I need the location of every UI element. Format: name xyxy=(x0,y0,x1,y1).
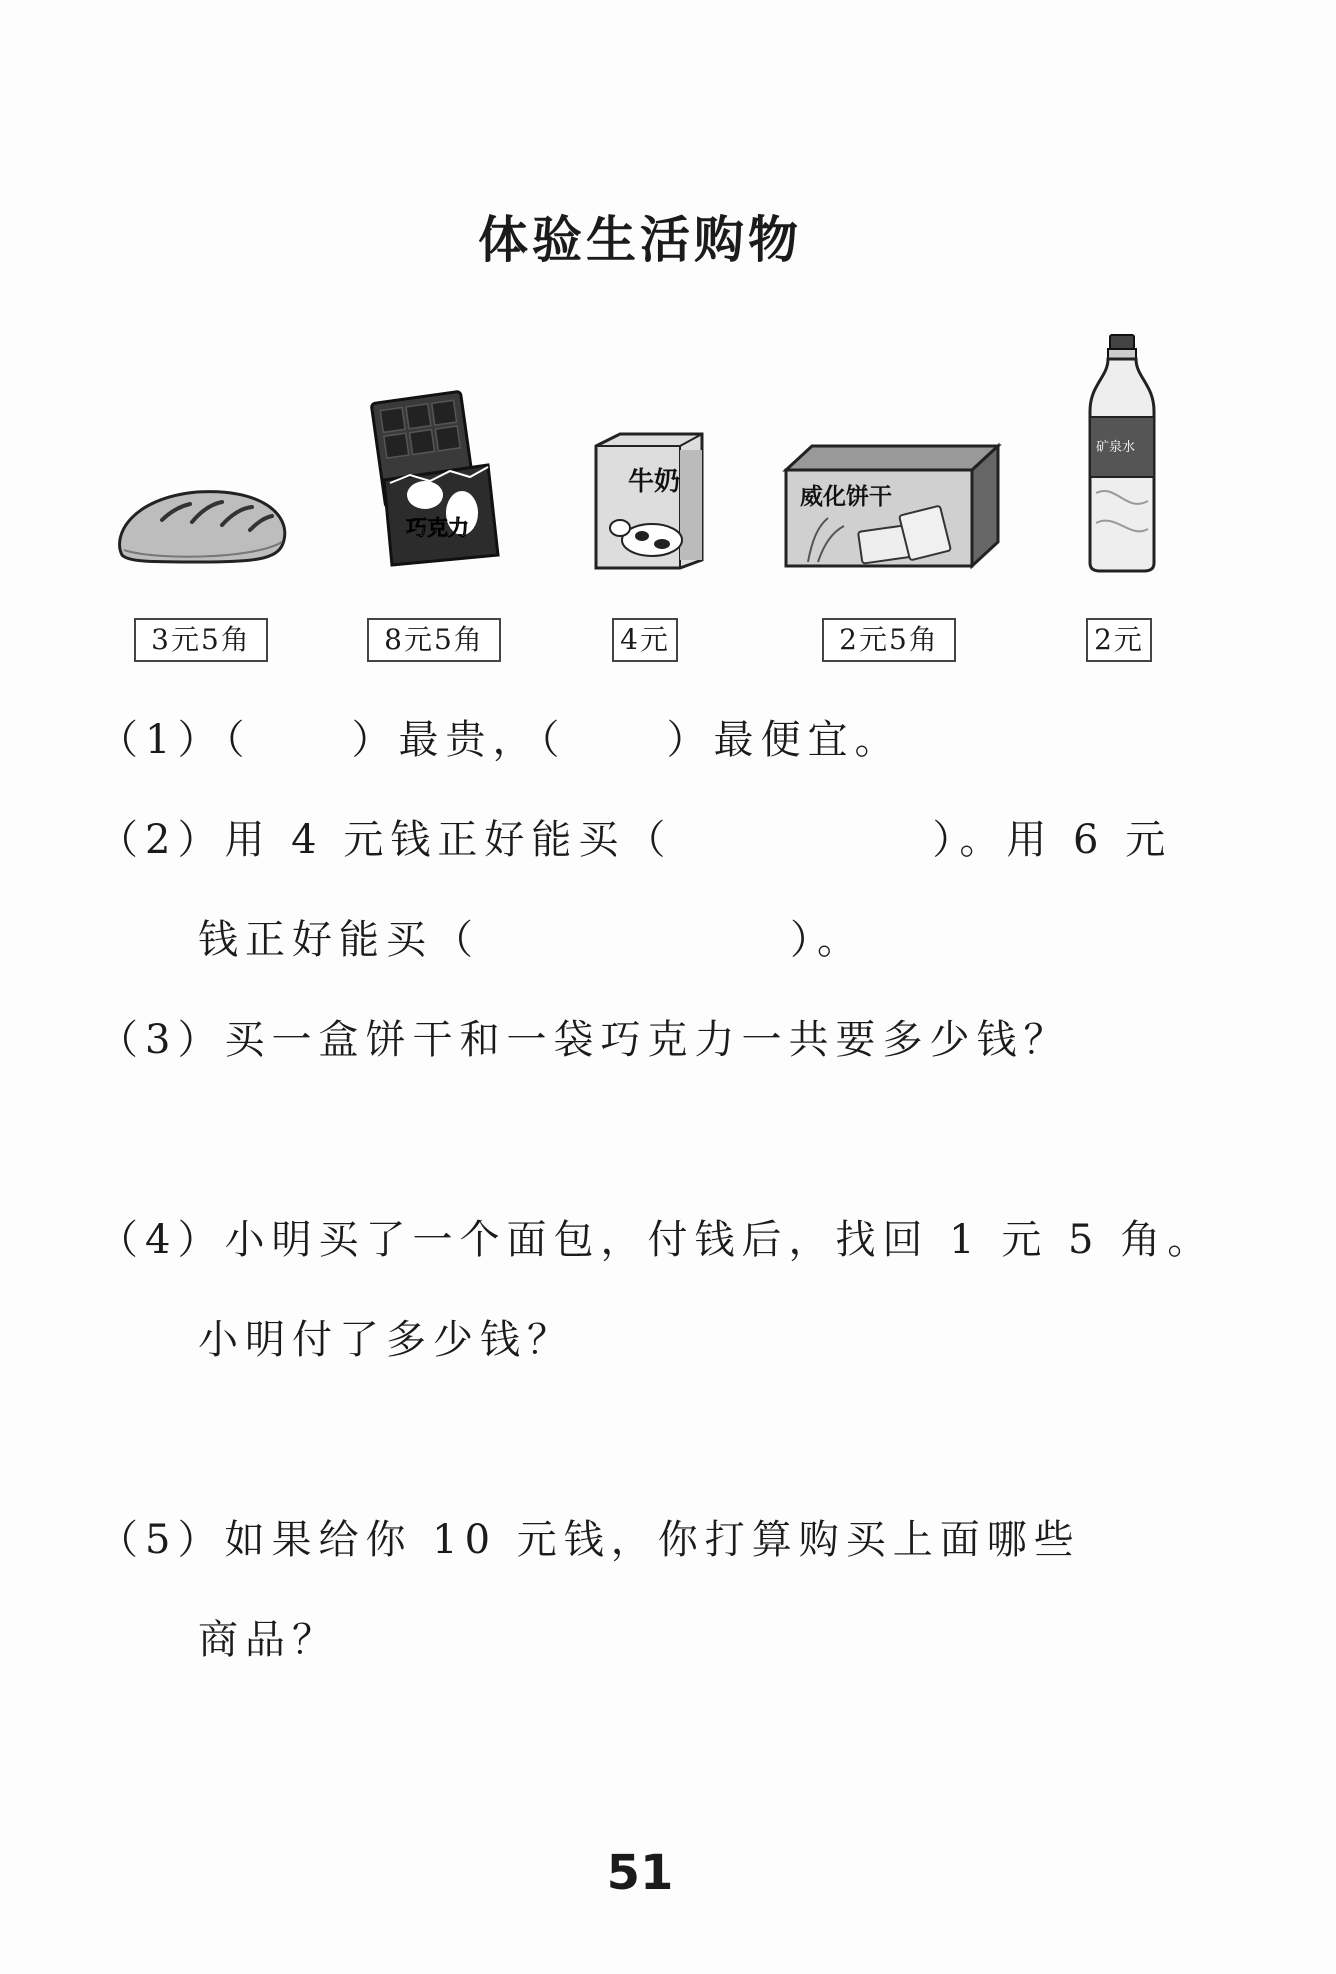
wafer-label: 威化饼干 xyxy=(800,484,892,510)
answer-area-q4[interactable] xyxy=(198,1375,1198,1485)
price-tag-bread: 3元5角 xyxy=(134,618,268,662)
answer-area-q3[interactable] xyxy=(198,1075,1198,1175)
price-tag-chocolate: 8元5角 xyxy=(367,618,501,662)
question-number: （3） xyxy=(98,1017,225,1063)
question-number: （4） xyxy=(98,1217,225,1263)
water-bottle-image xyxy=(1086,333,1158,573)
question-4: （4）小明买了一个面包，付钱后，找回 1 元 5 角。 xyxy=(98,1217,1215,1263)
page-number: 51 xyxy=(606,1845,674,1901)
price-tag-water: 2元 xyxy=(1086,618,1152,662)
price-tag-wafer: 2元5角 xyxy=(822,618,956,662)
wafer-box-image xyxy=(782,440,1002,570)
question-5: （5）如果给你 10 元钱，你打算购买上面哪些 xyxy=(98,1517,1081,1563)
milk-label: 牛奶 xyxy=(628,467,681,497)
question-2: （2）用 4 元钱正好能买（ ）。用 6 元 xyxy=(98,817,1173,863)
bread-image xyxy=(112,480,292,570)
water-label: 矿泉水 xyxy=(1096,440,1136,455)
answer-area-q5[interactable] xyxy=(198,1675,1198,1805)
page-title: 体验生活购物 xyxy=(478,211,802,269)
price-tag-milk: 4元 xyxy=(612,618,678,662)
question-3: （3）买一盒饼干和一袋巧克力一共要多少钱？ xyxy=(98,1017,1071,1063)
question-2-continued: 钱正好能买（ ）。 xyxy=(198,917,864,963)
question-number: （1） xyxy=(98,717,225,763)
chocolate-image xyxy=(370,385,510,570)
question-5-continued: 商品？ xyxy=(198,1617,339,1663)
question-1: （1）（ ）最贵，（ ）最便宜。 xyxy=(98,717,902,763)
question-4-continued: 小明付了多少钱？ xyxy=(198,1317,574,1363)
question-number: （2） xyxy=(98,817,225,863)
chocolate-label: 巧克力 xyxy=(406,516,469,540)
milk-carton-image xyxy=(590,430,710,570)
question-number: （5） xyxy=(98,1517,225,1563)
